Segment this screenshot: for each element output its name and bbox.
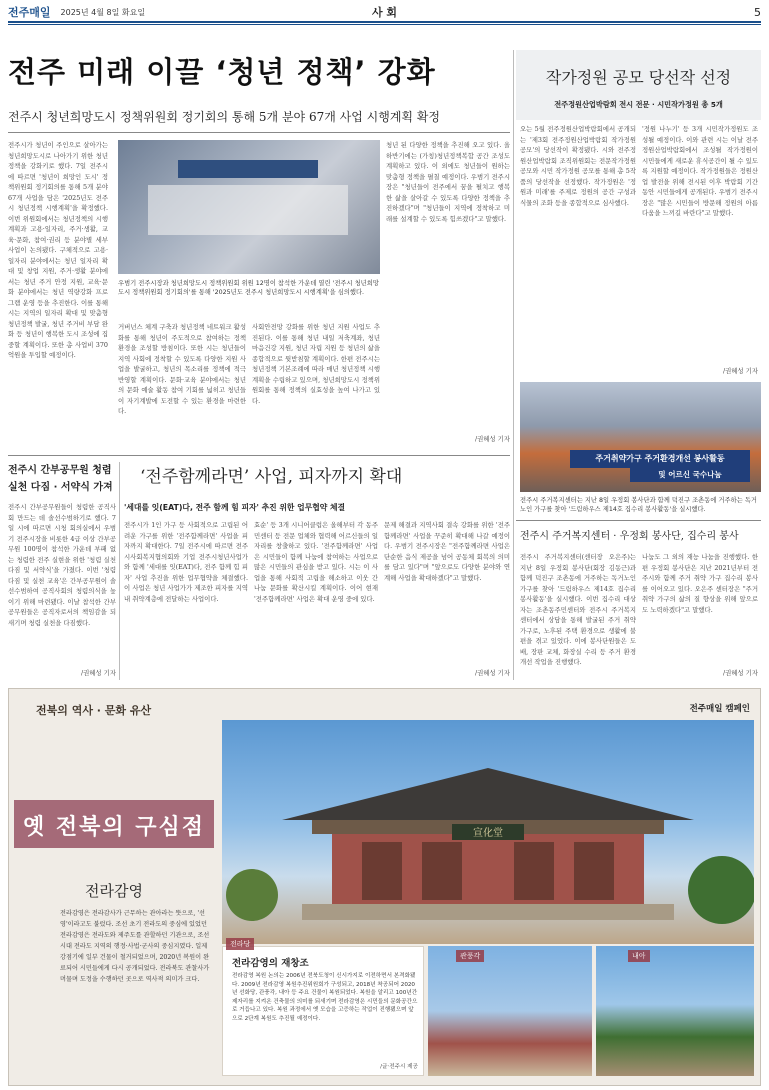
history-place: 전라감영 bbox=[85, 882, 143, 900]
jaecho-byline: /글·전주시 제공 bbox=[380, 1064, 418, 1070]
housing-column-1: 전주시 주거복지센터(센터장 오은주)는 지난 8일 우정회 봉사단(회장 김동근)과 함께 덕진구 조촌동에 거주하는 독거노인 가구를 찾아 '드림하우스 제14호 집수리 봉사활동'을 실시했다. 이번 집수리 대상자는 조촌동주민센터와 전주시 주거복지센터에서 상담을 통해 발굴된 주거 취약 가구로, 노후된 주택 환경으로 생활에 불편을 겪고 있었다. 이에 봉사단원들은 도배, 장판 교체, 화장실 수리 등 주거 환경 개선 작업을 진행했다. bbox=[520, 553, 636, 666]
hall-illustration bbox=[222, 720, 754, 944]
history-title: 옛 전북의 구심점 bbox=[22, 815, 206, 840]
together-column-1: 전주시가 1인 가구 등 사회적으로 고립된 어려운 가구를 위한 '전주함께라면' 사업을 피자까지 확대한다. 7일 전주시에 따르면 전주시사회복지협의회와 기업 전주시청년사업가와 함께 '세대를 잇(EAT)다, 전주 함께 힘 피자' 사업 추진을 위한 업무협약을 체결했다. 이 사업은 청년 사업가가 제조한 피자를 지역 내 취약계층에 전달하는 사업이다. bbox=[124, 521, 248, 603]
lead-subhead: 전주시 청년희망도시 정책위원회 정기회의 통해 5개 분야 67개 사업 시행계획 확정 bbox=[8, 110, 440, 124]
duty-body: 전주시 간부공무원들이 청렴한 공직사회 만드는 데 솔선수범하기로 했다. 7일 시에 따르면 시청 회의실에서 우범기 전주시장을 비롯한 4급 이상 간부공무원 100명이 참석한 가운데 부패 없는 청렴한 전주 실현을 위한 '청렴 실천 다짐 및 서약식'을 가졌다. 이번 '청렴 다짐 및 실천 교육'은 간부공무원이 솔선수범하여 공직사회의 청렴의식을 높이기 위해 마련됐다. 이날 참석한 간부 공무원들은 공직자로서의 책임감을 되새기며 청렴 실천을 다짐했다. bbox=[8, 503, 116, 627]
together-column-3: 문제 해결과 지역사회 결속 강화를 위한 '전주함께라면' 사업을 꾸준히 확대해 나갈 예정이다. 우범기 전주시장은 "전주함께라면 사업은 단순한 음식 제공을 넘어 공동체 회복의 의미를 담고 있다"며 "앞으로도 다양한 분야와 연계해 사업을 확대하겠다"고 말했다. bbox=[384, 521, 510, 582]
lead-photo-caption: 우범기 전주시장과 청년희망도시 정책위원회 위원 12명이 참석한 가운데 열린 '전주시 청년희망도시 정책위원회 정기회의'를 통해 '2025년도 전주시 청년희망도시 시행계획'을 심의했다. bbox=[118, 280, 379, 296]
volunteer-photo bbox=[520, 382, 761, 492]
masthead bbox=[8, 4, 761, 20]
side-column-1: 오는 5월 전주정원산업박람회에서 공개되는 '제3회 전주정원산업박람회 작가정원 공모'의 당선작이 확정됐다. 시와 전주정원산업박람회 조직위원회는 전문작가정원 공모와 시민 작가정원 공모를 통해 총 5작품의 당선작을 선정했다. 작가정원은 '정원과 미래'를 주제로 정원의 공간 구성과 식물의 조화 등을 종합적으로 심사했다. bbox=[520, 125, 636, 207]
side-subhead: 전주정원산업박람회 전시 전문 · 시민작가정원 총 5개 bbox=[554, 100, 723, 109]
lead-column-3: 사회안전망 강화를 위한 청년 지원 사업도 추진된다. 이를 통해 청년 내일 저축계좌, 청년 마음건강 지원, 청년 자립 지원 등 청년의 삶을 종합적으로 뒷받침할 계획이다. 한편 전주시는 청년정책 기본조례에 따라 매년 청년정책 시행계획을 수립하고 있으며, 청년희망도시 정책위원회를 통해 정책의 실효성을 높여 나가고 있다. bbox=[252, 323, 380, 405]
tag-gwanpunggak: 관풍각 bbox=[456, 950, 484, 962]
divider bbox=[8, 132, 510, 133]
lead-photo bbox=[118, 140, 380, 274]
photo-banner: 주거취약가구 주거환경개선 봉사활동 bbox=[570, 450, 750, 468]
housing-column-2: 나눔도 그 외의 재능 나눔을 진행했다. 한편 우정회 봉사단은 지난 2021년부터 전주시와 함께 주거 취약 가구 집수리 봉사를 이어오고 있다. 오은주 센터장은 "주거 취약 가구의 삶의 질 향상을 위해 앞으로도 노력하겠다"고 말했다. bbox=[642, 553, 758, 614]
side-headline: 작가정원 공모 당선작 선정 bbox=[545, 68, 732, 87]
lead-column-4: 청년 된 다양한 정책을 추진해 오고 있다. 올 하반기에는 (가칭)청년정책복합 공간 조성도 계획하고 있다. 이 외에도 청년들이 원하는 맞춤형 정책을 펼칠 예정이다. 우범기 전주시장은 "청년들이 전주에서 꿈을 펼치고 행복한 삶을 살아갈 수 있도록 다양한 정책을 추진하겠다"며 "청년들이 지역에 정착하고 미래를 설계할 수 있도록 힘쓰겠다"고 말했다. bbox=[386, 141, 510, 223]
column-divider bbox=[119, 462, 120, 680]
masthead-rule bbox=[8, 21, 761, 23]
jaecho-title: 전라감영의 재창조 bbox=[232, 958, 309, 969]
newspaper-name: 전주매일 bbox=[8, 6, 51, 19]
naea-photo bbox=[596, 946, 754, 1076]
lead-byline: /권혜성 기자 bbox=[474, 435, 510, 443]
side-column-2: '정원 나누기' 등 3개 시민작가정원도 조성될 예정이다. 이와 관련 시는 이날 전주정원산업박람회에서 조성될 작가정원이 시민들에게 새로운 휴식공간이 될 수 있도록 지원할 예정이다. 작가정원들은 정원산업 발전을 위해 전시된 이후 박람회 기간 동안 시민들에게 공개된다. 우범기 전주시장은 "많은 시민들이 방문해 정원의 아름다움을 느끼길 바란다"고 말했다. bbox=[642, 125, 758, 217]
together-headline: ‘전주함께라면’ 사업, 피자까지 확대 bbox=[140, 467, 403, 487]
photo-banner-2: 및 어르신 국수나눔 bbox=[630, 468, 750, 482]
gwanpunggak-photo bbox=[428, 946, 592, 1076]
duty-byline: /권혜성 기자 bbox=[80, 669, 116, 677]
duty-headline bbox=[8, 462, 116, 496]
lead-headline: 전주 미래 이끌 ‘청년 정책’ 강화 bbox=[8, 55, 436, 89]
page-number: 5 bbox=[754, 5, 761, 19]
tag-naea: 내아 bbox=[628, 950, 650, 962]
hall-photo bbox=[222, 720, 754, 944]
masthead-rule-thin bbox=[8, 24, 761, 25]
together-subhead: '세대를 잇(EAT)다, 전주 함께 힘 피자' 추진 위한 업무협약 체결 bbox=[124, 503, 346, 512]
divider bbox=[8, 455, 510, 456]
divider bbox=[516, 520, 761, 521]
campaign-label: 전주매일 캠페인 bbox=[689, 704, 750, 714]
jaecho-body: 전라감영 복원 논의는 2006년 전북도청이 신시가지로 이전하면서 본격화됐다. 2009년 전라감영 복원추진위원회가 구성되고, 2018년 착공되어 2020년 선화당, 관풍각, 내아 등 주요 건물이 복원되었다. 복원을 알리고 100년간 제자리를 지켜온 건축물의 의미를 되새기며 전라감영은 시민들의 문화공간으로 거듭나고 있다. 복원 과정에서 옛 모습을 고증하는 작업이 진행됐으며 앞으로 2단계 복원도 추진될 예정이다. bbox=[232, 973, 418, 1022]
section-name: 사 회 bbox=[371, 6, 398, 19]
duty-headline-line-1: 전주시 간부공무원 청렴 bbox=[8, 465, 112, 476]
housing-byline: /권혜성 기자 bbox=[722, 669, 758, 677]
together-column-2: 효순' 등 3개 시니어클럽은 올해부터 각 동주민센터 등 전문 업체와 협력해 어르신들의 일자리를 창출하고 있다. '전주함께라면' 사업은 시민들이 함께 나눔에 참여하는 사업으로 많은 시민들의 관심을 받고 있다. 시는 이 사업을 통해 사회적 고립을 해소하고 이웃 간 나눔 문화를 확산시킬 계획이다. 이어 현재 '전주함께라면' 사업은 확대 운영 중에 있다. bbox=[254, 521, 378, 603]
lead-column-1: 전주시가 청년이 주인으로 살아가는 청년희망도시로 나아가기 위한 청년정책을 강화키로 했다. 7일 전주시에 따르면 '청년이 희망인 도시' 정책위원회 정기회의를 통해 5개 분야 67개 사업을 담은 '2025년도 전주시 청년정책 시행계획'을 확정했다. 이번 위원회에서는 청년정책의 시행계획과 고용·일자리, 주거·생활, 교육·문화, 참여·권리 등 분야별 세부사업이 논의됐다. 구체적으로 고용·일자리 분야에서는 청년 일자리 확대 및 창업 지원, 주거·생활 분야에서는 청년 주거 안정 지원, 교육·문화 분야에서는 청년 역량강화 프로그램 운영 등을 추진한다. 이를 통해 시는 지역의 일자리 확대 및 맞춤형 청년정책 발굴, 청년 주거비 부담 완화 등 청년이 행복한 도시 조성에 집중할 계획이다. 또한 총 사업비 370억원을 투입할 예정이다. bbox=[8, 141, 108, 359]
history-body: 전라감영은 전라감사가 근무하는 관아라는 뜻으로, '선영'이라고도 불렀다. 조선 초기 전라도의 중심에 있었던 전라감영은 전라도와 제주도를 관할하던 기관으로, 조선시대 전라도 지역의 행정·사법·군사의 중심지였다. 일제강점기에 일부 건물이 철거되었으며, 2020년 복원이 완료되어 시민들에게 다시 공개되었다. 전라북도 관찰사가 머물며 도정을 수행하던 곳으로 역사적 의미가 크다. bbox=[60, 910, 210, 983]
side-byline: /권혜성 기자 bbox=[722, 367, 758, 375]
history-series-label: 전북의 역사 · 문화 유산 bbox=[36, 704, 152, 717]
lead-column-2: 거버넌스 체계 구축과 청년정책 네트워크 활성화를 통해 청년이 주도적으로 참여하는 정책 환경을 조성할 방침이다. 또한 시는 청년들이 지역 사회에 정착할 수 있도록 다양한 지원 사업을 발굴하고, 청년의 목소리를 정책에 적극 반영할 계획이다. 문화·교육 분야에서는 청년의 문화 예술 활동 참여 기회를 넓히고 청년들이 자기계발에 도전할 수 있는 환경을 마련한다. bbox=[118, 323, 246, 415]
issue-date: 2025년 4월 8일 화요일 bbox=[60, 7, 146, 17]
hall-sign: 宣化堂 bbox=[473, 828, 503, 839]
volunteer-photo-caption: 전주시 주거복지센터는 지난 8일 우정회 봉사단과 함께 덕진구 조촌동에 거주하는 독거노인 가구를 찾아 '드림하우스 제14호 집수리 봉사활동'을 실시했다. bbox=[520, 497, 757, 513]
duty-headline-line-2: 실천 다짐 · 서약식 가져 bbox=[8, 482, 113, 493]
column-divider bbox=[513, 50, 514, 680]
together-byline: /권혜성 기자 bbox=[474, 669, 510, 677]
tag-jeondang: 전라당 bbox=[226, 938, 254, 950]
housing-headline: 전주시 주거복지센터 · 우정회 봉사단, 집수리 봉사 bbox=[520, 531, 739, 542]
